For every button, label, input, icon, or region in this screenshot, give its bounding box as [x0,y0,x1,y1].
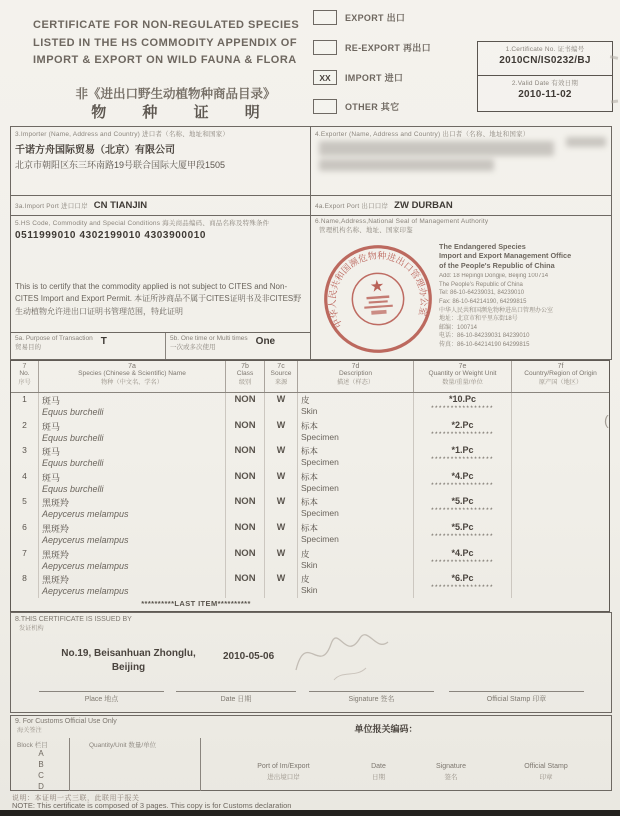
certificate-number-box [477,41,613,112]
scan-artifact: ( [604,412,609,428]
checkbox-other[interactable] [313,99,399,114]
import-port-box [10,195,311,216]
col-header-source: 7c Source 来源 [265,361,298,392]
title-line: IMPORT & EXPORT ON WILD FAUNA & FLORA [33,54,297,67]
species-table [10,360,610,612]
checkbox-export[interactable] [313,10,405,25]
authority-box [310,215,612,360]
exporter-box [310,126,612,196]
block-row-d: D [38,782,44,791]
redacted-mark [566,137,606,147]
importer-label: 3.Importer (Name, Address and Country) 进口者（名称、地址和国家） [15,131,230,138]
importer-address: 北京市朝阳区东三环南路19号联合国际大厦甲段1505 [15,160,226,170]
species-table-header [11,361,609,393]
customs-stamp-label: Official Stamp 印章 [524,763,568,781]
purpose-box [10,332,311,360]
customs-signature-label: Signature 签名 [436,763,466,781]
reexport-checkbox-label: RE-EXPORT 再出口 [345,43,431,53]
exporter-label: 4.Exporter (Name, Address and Country) 出口者（名称、地址和国家） [315,131,530,138]
title-line: LISTED IN THE HS COMMODITY APPENDIX OF [33,36,298,49]
title-line: CERTIFICATE FOR NON-REGULATED SPECIES [33,19,300,31]
checkbox-reexport[interactable] [313,40,431,55]
other-checkbox[interactable] [313,99,337,114]
authority-label: 6.Name,Address,National Seal of Management Authority [315,218,489,225]
block-row-c: C [38,771,44,780]
authority-label-cn: 管理机构名称、地址、国家印鉴 [319,227,413,234]
customs-label-cn: 海关签注 [17,727,42,734]
export-checkbox-label: EXPORT 出口 [345,13,406,23]
purpose-of-transaction-cell [11,333,166,359]
hs-code-values: 0511999010 4302199010 4303900010 [15,230,207,241]
export-port-box [310,195,612,216]
table-row: 8 黑斑羚 Aepycerus melampus NON W 皮 Skin *6.Pc **************** [11,572,609,598]
authority-org-line: of the People's Republic of China [439,260,555,270]
importer-name: 千诺方舟国际贸易（北京）有限公司 [15,145,175,156]
table-row: 4 斑马 Equus burchelli NON W 标本 Specimen *4.Pc **************** [11,470,609,496]
customs-label-block [15,718,117,734]
table-row: 7 黑斑羚 Aepycerus melampus NON W 皮 Skin *4.Pc **************** [11,547,609,573]
customs-date-label: Date 日期 [371,763,386,781]
last-item-marker: **********LAST ITEM********** [141,599,251,608]
valid-date-value: 2010-11-02 [518,89,572,100]
export-port-label: 4a.Export Port 出口口岸 [315,203,389,210]
sign-date-line: Date 日期 [176,691,296,704]
col-header-description: 7d Description 描述（样态） [298,361,414,392]
official-red-seal [317,238,439,360]
certificate-no-label: 1.Certificate No. 证书编号 [505,46,585,53]
seal-star-icon: ★ [369,276,385,296]
export-port-value: ZW DURBAN [394,200,453,211]
quantity-column-box [69,738,201,791]
col-header-quantity: 7e Quantity or Weight Unit 数量/重量/单位 [414,361,512,392]
redacted-exporter-address [319,159,494,171]
valid-date-label: 2.Valid Date 有效日期 [511,80,579,87]
block-column-label: Block 栏目 [17,742,48,749]
subtitle-chinese: 非《进出口野生动植物种商品目录》 [75,87,276,101]
col-header-origin: 7f Country/Region of Origin 原产国（地区） [524,363,597,386]
issued-by-label-cn: 发证机构 [19,625,44,632]
block-row-a: A [38,749,44,758]
issued-by-box [10,612,612,713]
table-row: 3 斑马 Equus burchelli NON W 标本 Specimen *1.Pc **************** [11,444,609,470]
doc-title-chinese: 物 种 证 明 [91,104,276,121]
authority-org-line: The Endangered Species [439,242,526,251]
table-row: 6 黑斑羚 Aepycerus melampus NON W 标本 Specimen *5.Pc **************** [11,521,609,547]
times-label: 5b. One time or Multi times 一次或多次使用 [170,335,248,351]
times-value: One [255,336,276,347]
block-row-b: B [38,760,44,769]
handwritten-signature-mark [276,618,406,688]
scan-edge-bar [0,810,620,816]
unit-declaration-code-label: 单位报关编码： [354,724,418,734]
authority-org-block [439,242,609,349]
customs-box [10,715,612,791]
importer-box [10,126,311,196]
valid-date-cell [478,76,612,110]
note-english: NOTE: This certificate is composed of 3 pages. This copy is for Customs declaration [12,801,292,810]
table-row: 2 斑马 Equus burchelli NON W 标本 Specimen *2.Pc **************** [11,419,609,445]
certificate-no-cell [478,42,612,76]
authority-detail-block: Add: 18 Hepingli Dongjie, Beijing 100714 The People's Republic of China Tel: 86-10-64239031, 84239010 Fax: 86-10-64214190, 64299815 中华人民共和国濒危物种进出口管理办公室 地址：北京市和平里东街18号 邮编：100714 电话：86-10-84239031 84239010 传真：86-10-64214190 64299815 [439,273,554,348]
col-header-no: 7 No. 序号 [11,361,39,392]
quantity-column-label: Quantity/Unit 数量/单位 [89,742,157,749]
import-checkbox[interactable]: XX [313,70,337,85]
table-row: 1 斑马 Equus burchelli NON W 皮 Skin *10.Pc **************** [11,393,609,419]
redacted-exporter-name [319,141,554,156]
export-checkbox[interactable] [313,10,337,25]
authority-org-line: Import and Export Management Office [439,251,572,261]
issued-place-value: No.19, Beisanhuan Zhonglu, Beijing [61,648,196,673]
times-cell [166,333,310,359]
certificate-title [33,17,323,70]
col-header-species: 7a Species (Chinese & Scientific) Name 物种（中文名、学名） [39,361,226,392]
hs-code-box [10,215,311,333]
certify-statement: This is to certify that the commodity applied is not subject to CITES and Non-CITES Import and Export Permit. 本证所涉商品不属于CITES证明书及非CITES野生动植物允许进出口证明书管理范围，特此证明 [15,282,302,316]
note-chinese: 说明：本证明一式三联，此联用于报关 [12,795,140,802]
table-row: 5 黑斑羚 Aepycerus melampus NON W 标本 Specimen *5.Pc **************** [11,495,609,521]
reexport-checkbox[interactable] [313,40,337,55]
checkbox-import[interactable] [313,70,403,85]
other-checkbox-label: OTHER 其它 [345,102,400,112]
sign-signature-line: Signature 签名 [309,691,434,704]
issued-date-value: 2010-05-06 [223,651,275,662]
scan-artifact [611,100,618,104]
purpose-value: T [100,336,107,347]
col-header-class: 7b Class 级别 [226,361,265,392]
import-port-label: 3a.Import Port 进口口岸 [15,203,88,210]
sign-stamp-line: Official Stamp 印章 [449,691,584,704]
customs-port-label: Port of Im/Export 进出境口岸 [257,763,310,781]
hs-code-label: 5.HS Code, Commodity and Special Conditions 海关商品编码、商品名称及特殊条件 [15,220,270,227]
import-port-value: CN TIANJIN [93,200,148,211]
seal-text: 中华人民共和国濒危物种进出口管理办公室 [327,250,429,330]
sign-place-line: Place 地点 [39,691,164,704]
issued-by-label: 8.THIS CERTIFICATE IS ISSUED BY [15,616,132,623]
purpose-label: 5a. Purpose of Transaction 贸易目的 [15,335,93,351]
issued-by-label-block [15,616,132,632]
customs-label: 9. For Customs Official Use Only [15,718,117,725]
certificate-no-value: 2010CN/IS0232/BJ [499,55,591,66]
import-checkbox-label: IMPORT 进口 [345,73,404,83]
